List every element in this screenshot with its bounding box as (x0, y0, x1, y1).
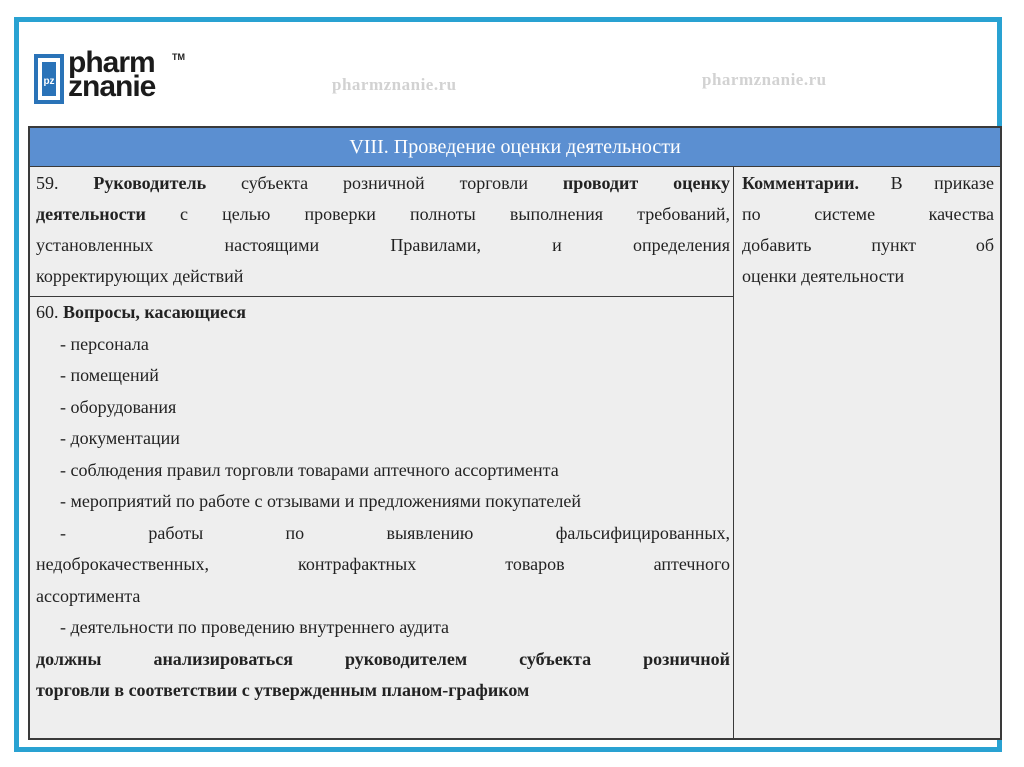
item-59-bold-2: проводит оценку (562, 173, 730, 193)
item-59-text-2: с целью проверки полноты выполнения требований, (145, 204, 730, 224)
list-item-falsified-3: ассортимента (36, 585, 141, 606)
logo-line-2: znanie (68, 70, 156, 103)
item-60-title-line (36, 297, 730, 329)
item-59-number: 59. (36, 173, 59, 193)
item-60-title: Вопросы, касающиеся (63, 302, 246, 322)
item-60-conclusion-1: должны анализироваться руководителем субъекта розничной (36, 648, 730, 669)
list-item-falsified-1: - работы по выявлению фальсифицированных, (60, 522, 730, 543)
item-60-number: 60. (36, 302, 59, 322)
list-item: - соблюдения правил торговли товарами аптечного ассортимента (60, 459, 559, 480)
comment-line-3: добавить пункт об (742, 235, 994, 255)
column-divider (733, 166, 734, 738)
item-59-cell (36, 168, 730, 292)
item-59-line-1 (36, 168, 730, 199)
list-item-falsified-2: недоброкачественных, контрафактных товаров аптечного (36, 554, 730, 574)
list-item-audit: - деятельности по проведению внутреннего аудита (60, 617, 450, 637)
list-item: - персонала (60, 333, 149, 354)
item-59-text-1: субъекта розничной торговли (206, 173, 563, 193)
trademark-mark: TM (172, 52, 185, 62)
comment-text-1: В приказе (859, 173, 994, 193)
comment-cell (742, 168, 994, 292)
comment-line-2: по системе качества (742, 204, 994, 224)
logo-line-1: pharm (68, 46, 155, 79)
comment-line-1 (742, 168, 994, 199)
item-59-line-3: установленных настоящими Правилами, и определения (36, 235, 730, 255)
logo-mark-text: pz (43, 76, 55, 87)
comment-label: Комментарии. (742, 173, 860, 193)
pharmznanie-logo (34, 38, 194, 108)
watermark-1: pharmznanie.ru (332, 75, 457, 94)
item-60-cell (36, 297, 730, 707)
list-item: - мероприятий по работе с отзывами и предложениями покупателей (60, 491, 581, 511)
watermark-2: pharmznanie.ru (702, 70, 827, 89)
item-59-line-4: корректирующих действий (36, 266, 244, 286)
table-header: VIII. Проведение оценки деятельности (30, 128, 1000, 167)
item-59-bold-1: Руководитель (93, 173, 207, 193)
list-item: - документации (60, 428, 180, 448)
item-59-line-2 (36, 199, 730, 230)
evaluation-table (28, 126, 1002, 740)
item-60-conclusion-2: торговли в соответствии с утвержденным планом-графиком (36, 680, 530, 700)
list-item: - оборудования (60, 396, 177, 417)
item-59-bold-3: деятельности (36, 204, 146, 224)
comment-line-4: оценки деятельности (742, 266, 905, 286)
list-item: - помещений (60, 365, 159, 385)
logo-mark-icon (34, 54, 66, 104)
